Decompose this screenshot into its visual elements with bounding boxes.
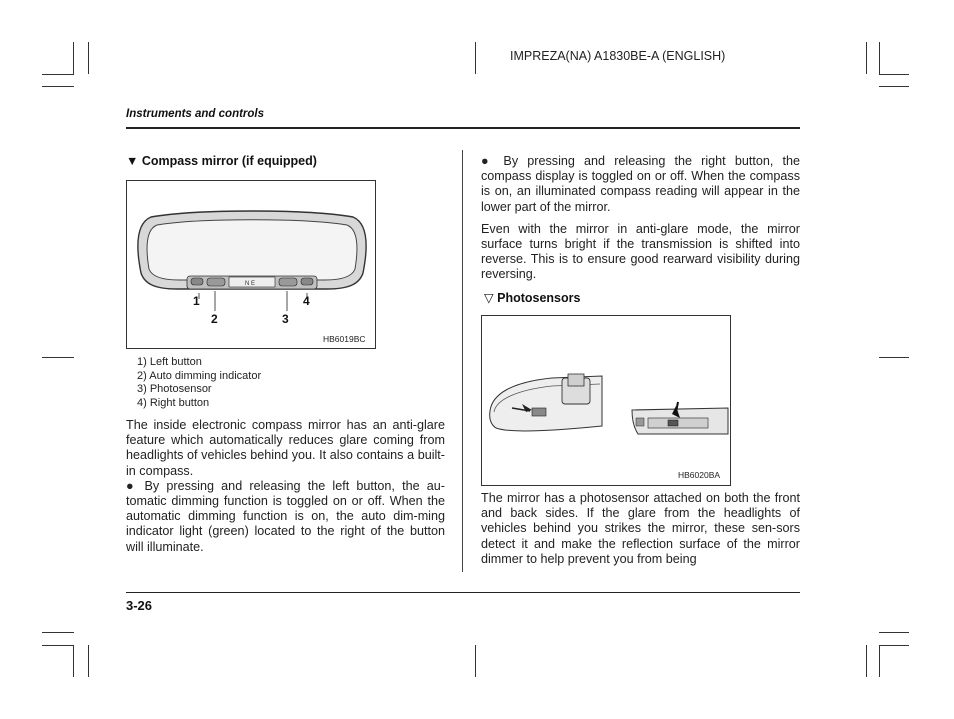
compass-mirror-heading: [126, 154, 317, 168]
document-code: IMPREZA(NA) A1830BE-A (ENGLISH): [510, 49, 726, 63]
caption-item: 3) Photosensor: [137, 383, 212, 395]
paragraph: ● By pressing and releasing the left button, the au-tomatic dimming function is toggled on or off. When the automatic dimming function is on, the auto dim-ming indicator light (green) located to the right of the button will illuminate.: [126, 478, 445, 554]
subheading-text: Photosensors: [497, 291, 581, 305]
paragraph: ● By pressing and releasing the right button, the compass display is toggled on or off. When the compass is on, an illuminated compass reading will appear in the lower part of the mirror.: [481, 154, 800, 214]
page-number: 3-26: [126, 598, 153, 613]
left-body: [126, 418, 445, 555]
figure-caption-list: [137, 356, 261, 410]
caption-item: 4) Right button: [137, 396, 210, 409]
callout-3: 3: [282, 312, 289, 326]
compass-mirror-illustration: [127, 181, 375, 348]
right-body-top: [481, 154, 800, 283]
section-title: Instruments and controls: [126, 108, 265, 120]
right-body-bottom: [481, 491, 800, 567]
paragraph: The mirror has a photosensor attached on both the front and back sides. If the glare from the headlights of vehicles behind you strikes the mirror, these sen-sors detect it and make the reflection surface of the mirror dimmer to help prevent you from being: [481, 491, 800, 566]
callout-2: 2: [211, 312, 218, 326]
paragraph: Even with the mirror in anti-glare mode, the mirror surface turns bright if the transmission is shifted into reverse. This is to ensure good rearward visibility during reversing.: [481, 221, 800, 282]
heading-marker-icon: ▼: [126, 154, 139, 168]
callout-4: 4: [303, 294, 310, 308]
caption-item: 2) Auto dimming indicator: [137, 369, 262, 382]
photosensor-figure: [481, 315, 731, 486]
header-rule: [126, 127, 800, 129]
figure-code: HB6020BA: [678, 470, 721, 480]
compass-mirror-figure: [126, 180, 376, 349]
figure-code: HB6019BC: [323, 334, 366, 344]
column-divider: [462, 150, 463, 572]
compass-display-text: N E: [245, 281, 256, 287]
paragraph: The inside electronic compass mirror has an anti-glare feature which automatically reduces glare coming from headlights of vehicles behind you. It also contains a built-in compass.: [126, 418, 445, 478]
caption-item: 1) Left button: [137, 356, 202, 368]
callout-1: 1: [193, 294, 200, 308]
photosensor-illustration: [482, 316, 730, 485]
subheading-marker-icon: ▽: [484, 291, 494, 305]
photosensors-subheading: [484, 290, 580, 305]
heading-text: Compass mirror (if equipped): [141, 154, 317, 168]
footer-rule: [126, 592, 800, 593]
